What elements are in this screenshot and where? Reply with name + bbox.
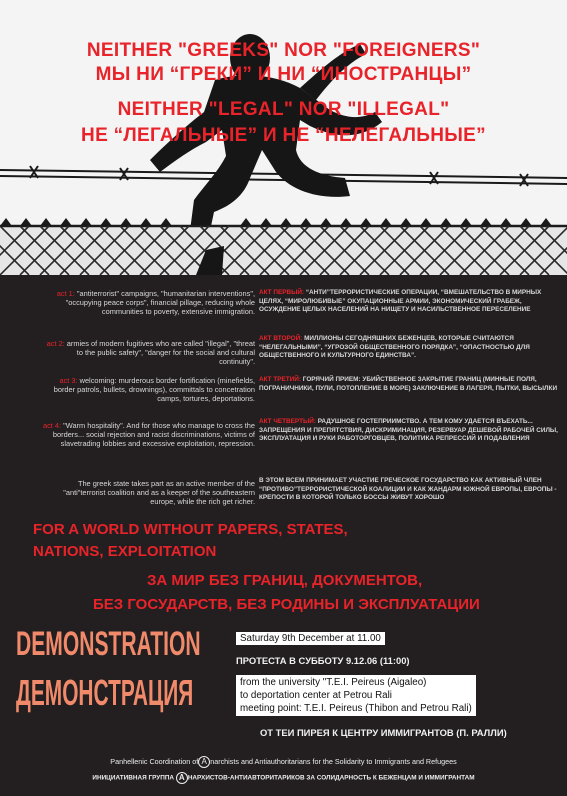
act-label: act 3:: [59, 376, 78, 385]
footer-ru-post: НАРХИСТОВ-АНТИАВТОРИТАРИКОВ ЗА СОЛИДАРНОСТЬ К БЕЖЕНЦАМ И ИММИГРАНТАМ: [187, 774, 475, 782]
slogan-en-line-1: FOR A WORLD WITHOUT PAPERS, STATES,: [33, 521, 348, 538]
act-text: armies of modern fugitives who are called "illegal", "threat to the public safety", "danger for the social and cultural continuity".: [64, 339, 255, 367]
act-label: АКТ ТРЕТИЙ:: [259, 376, 302, 383]
act-text: РАДУШНОЕ ГОСТЕПРИИМСТВО. А ТЕМ КОМУ УДАЕТСЯ ВЪЕХАТЬ... ЗАПРЕЩЕНИЯ И ПРЕПЯТСТВИЯ, ДИСКРИМИНАЦИЯ, РЕЗЕРВУАР ДЕШЕВОЙ РАБОЧЕЙ СИЛЫ, ЭКСПЛУАТАЦИЯ И РУКИ РАБОТОРГОВЦЕВ, ПОЛИТИКА РЕПРЕССИЙ И ПОДАВЛЕНИЯ: [259, 418, 558, 443]
act-1-ru: [259, 289, 559, 315]
act-label: АКТ ЧЕТВЕРТЫЙ:: [259, 418, 316, 425]
act-1-en: [40, 289, 255, 317]
act-label: АКТ ВТОРОЙ:: [259, 335, 303, 342]
text-section: [0, 275, 567, 796]
headline-1-ru: МЫ НИ “ГРЕКИ” И НИ “ИНОСТРАНЦЫ”: [95, 64, 472, 85]
headline-2-en: NEITHER "LEGAL" NOR "ILLEGAL": [117, 99, 450, 120]
route-from: from the university "T.E.I. Peireus (Aigaleo): [240, 677, 427, 688]
act-3-ru: [259, 376, 559, 393]
act-label: act 1:: [56, 289, 75, 298]
footer-en-pre: Panhellenic Coordination of: [110, 756, 199, 766]
demonstration-ru: ДЕМОНСТРАЦИЯ: [16, 672, 194, 713]
slogan-ru-line-2: БЕЗ ГОСУДАРСТВ, БЕЗ РОДИНЫ И ЭКСПЛУАТАЦИИ: [93, 596, 480, 613]
act-2-ru: [259, 335, 559, 361]
act-label: act 2:: [46, 339, 65, 348]
event-route-box: [236, 675, 476, 716]
act-3-en: [40, 376, 255, 404]
greek-state-ru: [259, 477, 559, 503]
greek-state-en: [40, 479, 255, 507]
event-date-ru: ПРОТЕСТА В СУББОТУ 9.12.06 (11:00): [236, 655, 410, 666]
chain-link-fence: [0, 218, 567, 275]
act-4-en: [40, 421, 255, 449]
footer-en: [0, 756, 567, 768]
act-4-ru: [259, 418, 559, 444]
act-text: В ЭТОМ ВСЕМ ПРИНИМАЕТ УЧАСТИЕ ГРЕЧЕСКОЕ ГОСУДАРСТВО КАК АКТИВНЫЙ ЧЛЕН “ПРОТИВО”ТЕРРОРИСТИЧЕСКОЙ КОАЛИЦИИ И КАК ЖАНДАРМ ЮЖНОЙ ЕВРОПЫ, ЕВРОПЫ - КРЕПОСТИ В КОТОРОЙ ТОЛЬКО БОССЫ ЖИВУТ ХОРОШО: [259, 477, 557, 502]
headline-1-en: NEITHER "GREEKS" NOR "FOREIGNERS": [86, 40, 481, 61]
slogan-ru-line-1: ЗА МИР БЕЗ ГРАНИЦ, ДОКУМЕНТОВ,: [147, 572, 423, 589]
act-text: The greek state takes part as an active member of the "anti"terrorist coalition and as a keeper of the southeastern europe, while the rich get richer.: [63, 479, 255, 507]
act-label: АКТ ПЕРВЫЙ:: [259, 289, 305, 296]
footer-ru: [0, 772, 567, 784]
act-2-en: [40, 339, 255, 367]
anarchy-a-icon: А: [176, 772, 188, 784]
slogan-en-line-2: NATIONS, EXPLOITATION: [33, 543, 217, 560]
act-text: "antiterrorist" campaigns, "humanitarian interventions", "occupying peace corps", financial pillage, reducing whole communities to poverty, extensive immigration.: [65, 289, 255, 317]
route-meeting-point: meeting point: T.E.I. Peireus (Thibon and Petrou Rali): [240, 703, 472, 714]
photo-section: [0, 0, 567, 275]
event-date-en: Saturday 9th December at 11.00: [236, 632, 385, 645]
act-text: ГОРЯЧИЙ ПРИЕМ: УБИЙСТВЕННОЕ ЗАКРЫТИЕ ГРАНИЦ (МИННЫЕ ПОЛЯ, ПОГРАНИЧНИКИ, ПУЛИ, ПОТОПЛЕНИЕ В МОРЕ) ЗАКЛЮЧЕНИЕ В ЛАГЕРЯ, ПЫТКИ, ВЫСЫЛКИ: [259, 376, 558, 392]
anarchy-a-icon: A: [198, 756, 210, 768]
route-to: to deportation center at Petrou Rali: [240, 690, 392, 701]
event-route-ru: ОТ ТЕИ ПИРЕЯ К ЦЕНТРУ ИММИГРАНТОВ (П. РАЛЛИ): [260, 727, 507, 738]
act-label: act 4:: [42, 421, 62, 430]
act-text: “АНТИ”ТЕРРОРИСТИЧЕСКИЕ ОПЕРАЦИИ, “ВМЕШАТЕЛЬСТВО В МИРНЫХ ЦЕЛЯХ, “МИРОЛЮБИВЫЕ” ОКУПАЦИОННЫЕ АРМИИ, ЭКОНОМИЧЕСКИЙ ГРАБЕЖ, ОСУЖДЕНИЕ ЦЕЛЫХ НАСЕЛЕНИЙ НА НИЩЕТУ И НАСИЛЬСТВЕННОЕ ПЕРЕСЕЛЕНИЕ: [259, 289, 542, 314]
footer-ru-pre: ИНИЦИАТИВНАЯ ГРУППА: [92, 774, 175, 782]
footer-en-post: narchists and Antiauthoritarians for the Solidarity to Immigrants and Refugees: [210, 756, 457, 766]
act-text: welcoming: murderous border fortification (minefields, border patrols, bullets, drownings), committals to concetration camps, tortures, deportations.: [53, 376, 255, 404]
act-text: "Warm hospitality". And for those who manage to cross the borders... social rejection and racist discriminations, victims of slavetrading lobbies and excessive exploitation, repression.: [52, 421, 255, 449]
demonstration-en: DEMONSTRATION: [16, 625, 201, 663]
headline-2-ru: НЕ “ЛЕГАЛЬНЫЕ” И НЕ “НЕЛЕГАЛЬНЫЕ”: [81, 125, 486, 146]
act-text: МИЛЛИОНЫ СЕГОДНЯШНИХ БЕЖЕНЦЕВ, КОТОРЫЕ СЧИТАЮТСЯ “НЕЛЕГАЛЬНЫМИ”, “УГРОЗОЙ ОБЩЕСТВЕННОГО ПОРЯДКА”, “ОПАСТНОСТЬЮ ДЛЯ ОБЩЕСТВЕННОГО И КУЛЬТУРНОГО ЕДИНСТВА”.: [259, 335, 530, 360]
